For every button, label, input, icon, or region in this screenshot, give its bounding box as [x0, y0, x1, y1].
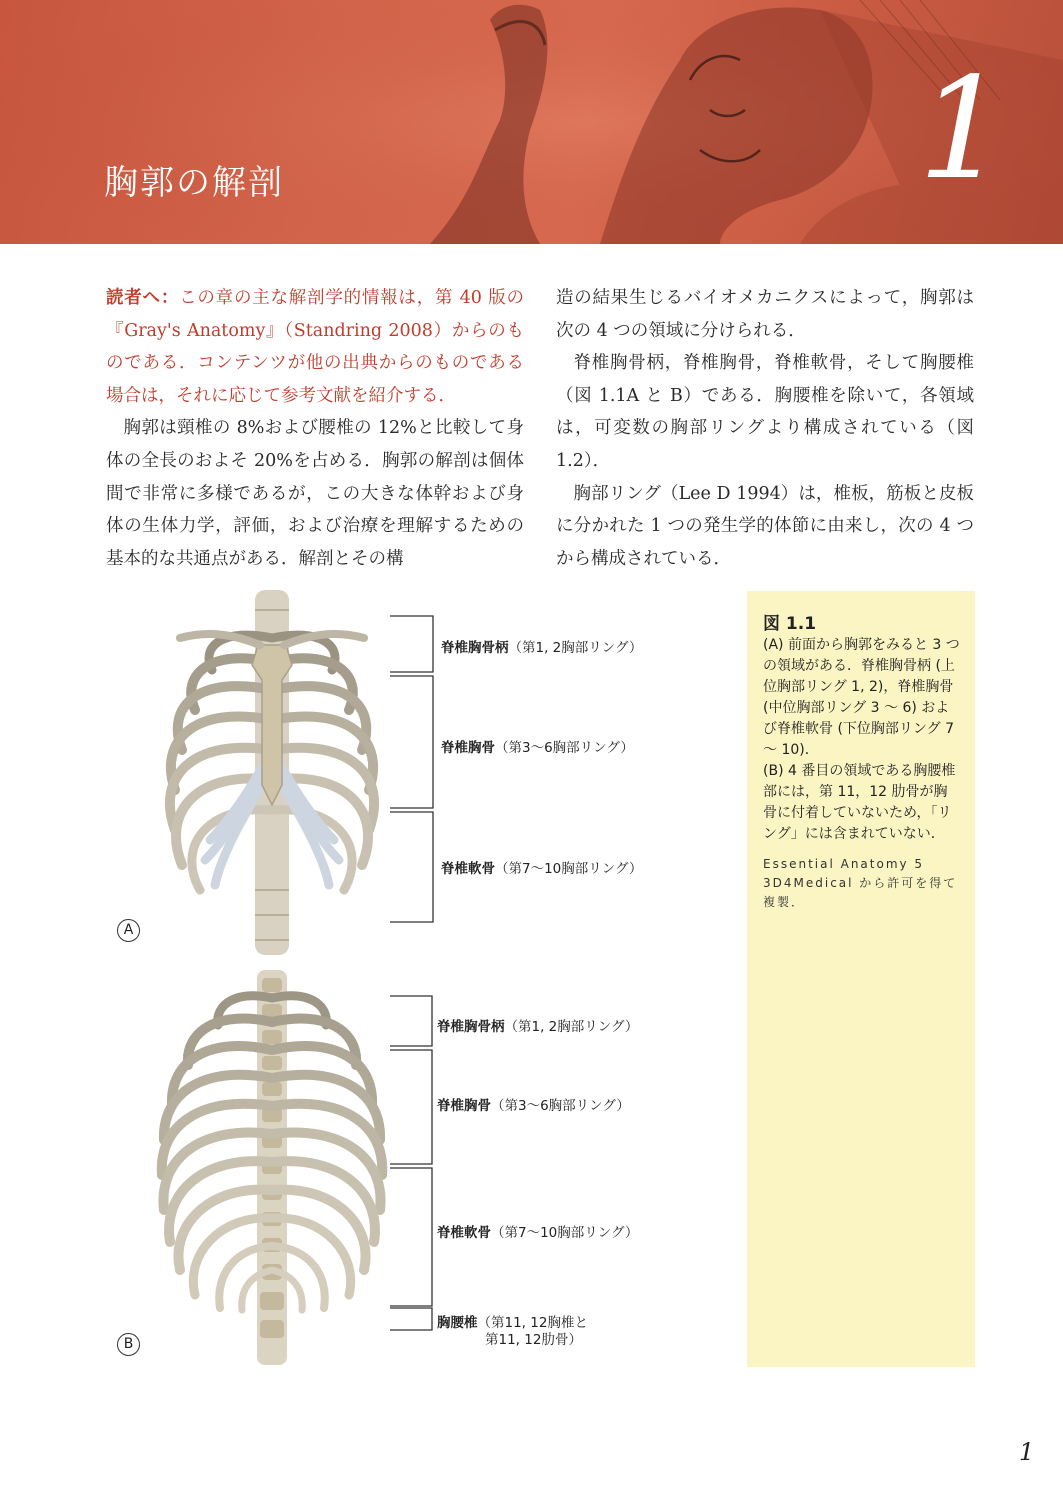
- paragraph-1: 胸郭は頸椎の 8%および腰椎の 12%と比較して身体の全長のおよそ 20%を占める．胸郭の解剖は個体間で非常に多様であるが，この大きな体幹および身体の生体力学，評価，および治療を理解するための基本的な共通点がある．解剖とその構: [106, 418, 524, 569]
- label-b-thoracolumbar-bold: 胸腰椎: [437, 1315, 478, 1331]
- caption-text-a: (A) 前面から胸郭をみると 3 つの領域がある．脊椎胸骨柄 (上位胸部リング 1, 2)，脊椎胸骨 (中位胸部リング 3 〜 6) および脊椎軟骨 (下位胸部リング 7 〜 10)．: [763, 637, 960, 758]
- label-b-chondral: [437, 1221, 638, 1241]
- label-a-chondral: [441, 857, 642, 877]
- reader-note-text: この章の主な解剖学的情報は，第 40 版の『Gray's Anatomy』（Standring 2008）からのものである．コンテンツが他の出典からのものである場合は，それに応じて参考文献を紹介する．: [106, 288, 524, 406]
- caption-body: [763, 635, 961, 912]
- label-a-chondral-rest: （第7〜10胸部リング）: [495, 861, 643, 877]
- label-a-manubrium: [441, 636, 642, 656]
- chapter-number: 1: [918, 48, 1008, 211]
- label-a-sternal: [441, 736, 634, 756]
- label-a-sternal-rest: （第3〜6胸部リング）: [495, 740, 634, 756]
- label-b-manubrium: [437, 1015, 638, 1035]
- page-number: 1: [1019, 1438, 1035, 1466]
- figure-caption-box: [747, 591, 975, 1367]
- label-b-chondral-bold: 脊椎軟骨: [437, 1225, 491, 1241]
- label-b-chondral-rest: （第7〜10胸部リング）: [491, 1225, 639, 1241]
- label-b-manubrium-rest: （第1, 2胸部リング）: [504, 1019, 639, 1035]
- label-a-manubrium-rest: （第1, 2胸部リング）: [508, 640, 643, 656]
- label-b-sternal: [437, 1094, 630, 1114]
- label-b-sternal-rest: （第3〜6胸部リング）: [491, 1098, 630, 1114]
- panel-marker-a: A: [117, 919, 140, 942]
- reader-note-label: 読者へ：: [106, 288, 180, 308]
- caption-text-b: (B) 4 番目の領域である胸腰椎部には，第 11，12 肋骨が胸骨に付着していないため，「リング」には含まれていない．: [763, 763, 956, 842]
- label-a-sternal-bold: 脊椎胸骨: [441, 740, 495, 756]
- caption-title: 図 1.1: [763, 614, 817, 634]
- figure-drawing-illustration: [0, 0, 1063, 244]
- panel-marker-b: B: [117, 1333, 140, 1356]
- chapter-title: 胸郭の解剖: [104, 163, 284, 203]
- chapter-banner: [0, 0, 1063, 244]
- ribcage-anterior-illustration: [140, 590, 400, 955]
- bracket-lines-a: [380, 610, 440, 930]
- label-b-sternal-bold: 脊椎胸骨: [437, 1098, 491, 1114]
- bracket-lines-b: [380, 990, 440, 1335]
- label-b-thoracolumbar-rest: （第11, 12胸椎と: [477, 1315, 588, 1331]
- paragraph-3: 胸部リング（Lee D 1994）は，椎板，筋板と皮板に分かれた 1 つの発生学的体節に由来し，次の 4 つから構成されている．: [556, 483, 974, 569]
- label-a-chondral-bold: 脊椎軟骨: [441, 861, 495, 877]
- caption-credit: Essential Anatomy 5 3D4Medical から許可を得て複製．: [763, 857, 958, 909]
- body-column-right: [556, 282, 974, 575]
- label-b-thoracolumbar-line2: 第11, 12肋骨）: [485, 1332, 582, 1348]
- label-a-manubrium-bold: 脊椎胸骨柄: [441, 640, 509, 656]
- label-b-manubrium-bold: 脊椎胸骨柄: [437, 1019, 505, 1035]
- ribcage-posterior-illustration: [140, 970, 400, 1365]
- paragraph-2: 脊椎胸骨柄，脊椎胸骨，脊椎軟骨，そして胸腰椎（図 1.1A と B）である．胸腰椎を除いて，各領域は，可変数の胸部リングより構成されている（図 1.2）．: [556, 353, 974, 471]
- body-column-left: [106, 282, 524, 575]
- reader-note: [106, 282, 524, 412]
- paragraph-1-continued: 造の結果生じるバイオメカニクスによって，胸郭は次の 4 つの領域に分けられる．: [556, 288, 974, 341]
